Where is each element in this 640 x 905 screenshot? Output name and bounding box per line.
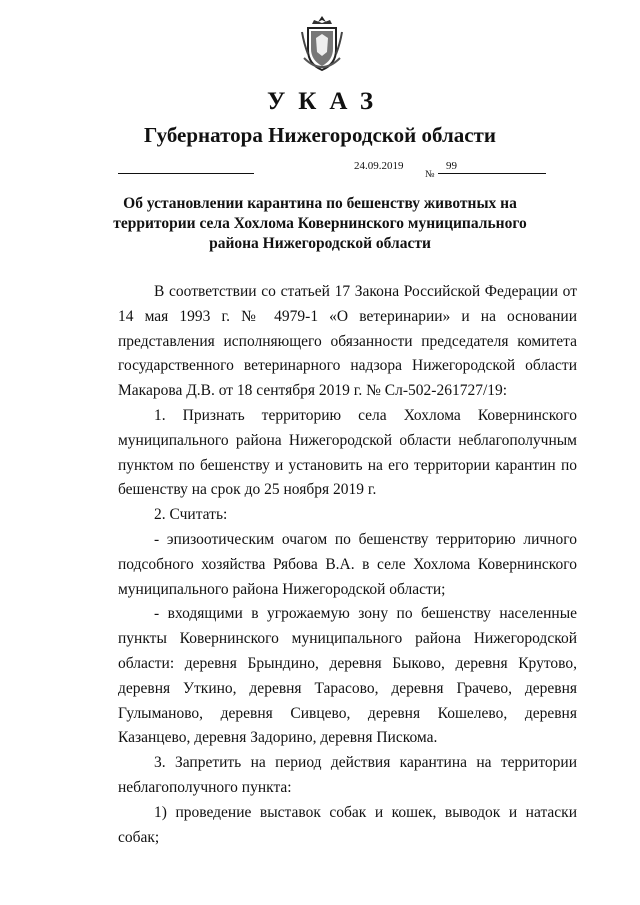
document-type-heading: УКАЗ	[266, 88, 387, 115]
item-2a-paragraph: - эпизоотическим очагом по бешенству территорию личного подсобного хозяйства Рябова В.А. в селе Хохлома Ковернинского муниципального района Нижегородской области;	[118, 530, 577, 598]
document-number: 99	[446, 160, 457, 172]
document-body	[118, 280, 577, 850]
number-sign: №	[425, 169, 435, 180]
date-number-row	[0, 160, 640, 182]
item-3-1-paragraph: 1) проведение выставок собак и кошек, выводок и натаски собак;	[118, 803, 577, 846]
preamble-paragraph: В соответствии со статьей 17 Закона Российской Федерации от 14 мая 1993 г. № 4979-1 «О ветеринарии» и на основании представления исполняющего обязанности председателя комитета государственного ветеринарного надзора Нижегородской области Макарова Д.В. от 18 сентября 2019 г. № Сл-502-261727/19:	[118, 283, 577, 400]
document-date: 24.09.2019	[354, 160, 404, 172]
document-title: Об установлении карантина по бешенству животных на территории села Хохлома Ковернинского муниципального района Нижегородской области	[113, 195, 527, 252]
signature-line-left	[118, 173, 254, 174]
item-1-paragraph: 1. Признать территорию села Хохлома Ковернинского муниципального района Нижегородской области неблагополучным пунктом по бешенству и установить на его территории карантин по бешенству на срок до 25 ноября 2019 г.	[118, 406, 577, 499]
issuer-heading: Губернатора Нижегородской области	[144, 123, 496, 147]
item-2b-paragraph: - входящими в угрожаемую зону по бешенству населенные пункты Ковернинского муниципального района Нижегородской области: деревня Брындино, деревня Быково, деревня Крутово, деревня Уткино, деревня Тарасово, деревня Грачево, деревня Гулыманово, деревня Сивцево, деревня Кошелево, деревня Казанцево, деревня Задорино, деревня Пискома.	[118, 605, 577, 747]
coat-of-arms-icon	[300, 14, 344, 74]
number-line	[438, 173, 546, 174]
item-2-paragraph: 2. Считать:	[154, 506, 228, 524]
item-3-paragraph: 3. Запретить на период действия карантина на территории неблагополучного пункта:	[118, 754, 577, 796]
